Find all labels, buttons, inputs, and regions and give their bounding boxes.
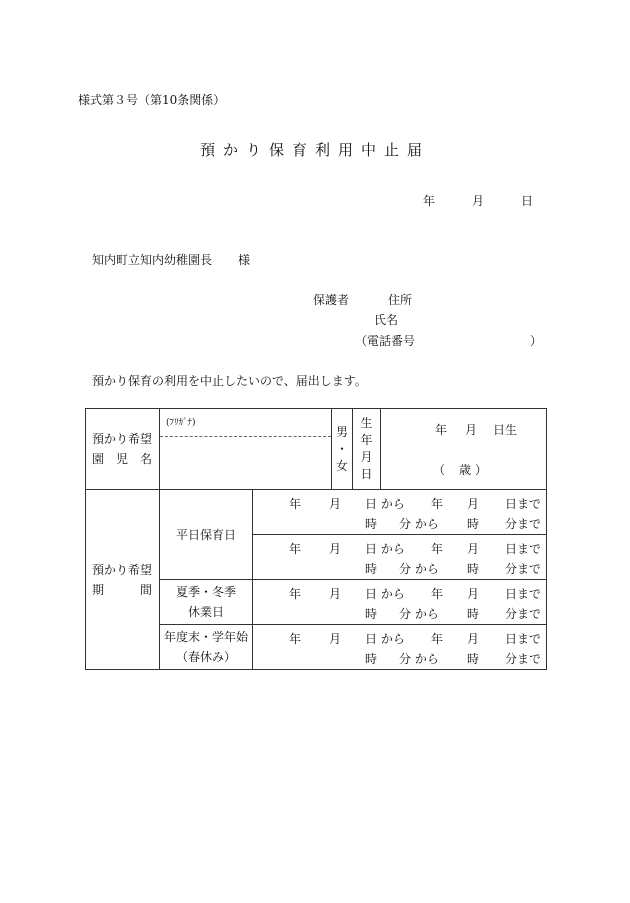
period-label-cell	[86, 490, 160, 670]
birth-year-label: 年	[435, 423, 448, 437]
period-to-day: 日まで	[505, 497, 542, 511]
category-yearend-line2: （春休み）	[175, 650, 236, 664]
birth-label-char: 年	[360, 433, 373, 447]
period-from-hour: 時	[365, 562, 378, 576]
category-yearend	[160, 625, 253, 670]
birth-label-char: 生	[360, 416, 373, 430]
period-from-year: 年	[289, 632, 302, 646]
period-from-year: 年	[289, 542, 302, 556]
period-label-line1: 預かり希望	[92, 562, 153, 577]
period-from-day: 日 から	[365, 497, 405, 511]
period-to-hour: 時	[467, 607, 480, 621]
period-from-month: 月	[329, 632, 342, 646]
guardian-phone-label: （電話番号	[355, 334, 416, 348]
period-from-year: 年	[289, 497, 302, 511]
period-to-minute: 分まで	[505, 517, 542, 531]
category-seasonal-line2: 休業日	[187, 605, 224, 619]
document-title: 預かり保育利用中止届	[199, 141, 430, 159]
period-from-year: 年	[289, 587, 302, 601]
addressee-honorific: 様	[238, 253, 251, 267]
period-field[interactable]	[253, 625, 547, 670]
birth-date-field[interactable]	[381, 409, 547, 490]
period-to-day: 日まで	[505, 632, 542, 646]
period-to-day: 日まで	[505, 587, 542, 601]
guardian-label: 保護者	[313, 293, 350, 307]
period-from-month: 月	[329, 587, 342, 601]
period-to-year: 年	[431, 587, 444, 601]
period-from-month: 月	[329, 542, 342, 556]
period-from-hour: 時	[365, 607, 378, 621]
period-from-minute: 分 から	[399, 652, 439, 666]
period-from-day: 日 から	[365, 542, 405, 556]
gender-male: 男	[335, 424, 348, 439]
period-to-minute: 分まで	[505, 562, 542, 576]
gender-field[interactable]	[332, 409, 353, 490]
category-seasonal-line1: 夏季・冬季	[175, 585, 236, 599]
furigana-divider	[160, 436, 331, 437]
furigana-label: (ﾌﾘｶﾞﾅ)	[166, 418, 196, 428]
period-field[interactable]	[253, 490, 547, 535]
period-to-month: 月	[467, 542, 480, 556]
gender-female: 女	[335, 458, 348, 473]
application-table	[85, 408, 547, 670]
period-from-day: 日 から	[365, 632, 405, 646]
category-weekday	[160, 490, 253, 580]
statement-text: 預かり保育の利用を中止したいので、届出します。	[92, 374, 367, 388]
child-name-field[interactable]	[160, 409, 332, 490]
period-from-hour: 時	[365, 652, 378, 666]
date-year-label: 年	[423, 194, 436, 208]
date-month-label: 月	[472, 194, 485, 208]
period-to-month: 月	[467, 497, 480, 511]
birth-month-label: 月	[465, 423, 478, 437]
birth-day-label: 日生	[493, 423, 518, 437]
period-field[interactable]	[253, 580, 547, 625]
period-to-hour: 時	[467, 652, 480, 666]
age-open-paren: （	[433, 463, 446, 477]
child-name-label-cell	[86, 409, 160, 490]
date-day-label: 日	[521, 194, 534, 208]
age-unit-label: 歳	[459, 463, 472, 477]
birth-label-char: 月	[360, 450, 373, 464]
period-label-line2: 期 間	[92, 582, 153, 597]
period-from-minute: 分 から	[399, 562, 439, 576]
category-yearend-line1: 年度末・学年始	[163, 630, 248, 644]
period-to-minute: 分まで	[505, 607, 542, 621]
guardian-phone-close: ）	[530, 334, 543, 348]
birth-label-char: 日	[360, 467, 373, 481]
period-to-year: 年	[431, 542, 444, 556]
period-from-month: 月	[329, 497, 342, 511]
period-to-month: 月	[467, 632, 480, 646]
child-row	[86, 409, 547, 490]
child-label-line2: 園 児 名	[92, 452, 153, 466]
period-to-year: 年	[431, 497, 444, 511]
period-to-year: 年	[431, 632, 444, 646]
age-close-paren: ）	[475, 463, 488, 477]
period-from-hour: 時	[365, 517, 378, 531]
period-field[interactable]	[253, 535, 547, 580]
form-number: 様式第３号（第10条関係）	[78, 93, 226, 107]
period-from-day: 日 から	[365, 587, 405, 601]
period-from-minute: 分 から	[399, 517, 439, 531]
period-from-minute: 分 から	[399, 607, 439, 621]
addressee-name: 知内町立知内幼稚園長	[92, 253, 213, 267]
category-weekday-label: 平日保育日	[175, 528, 236, 542]
period-row	[86, 490, 547, 535]
guardian-address-label: 住所	[388, 293, 413, 307]
child-label-line1: 預かり希望	[92, 432, 153, 446]
period-to-hour: 時	[467, 517, 480, 531]
period-to-hour: 時	[467, 562, 480, 576]
period-to-day: 日まで	[505, 542, 542, 556]
guardian-name-label: 氏名	[374, 313, 399, 327]
gender-separator: ・	[335, 441, 348, 456]
birth-label-cell	[353, 409, 381, 490]
period-to-month: 月	[467, 587, 480, 601]
period-to-minute: 分まで	[505, 652, 542, 666]
category-seasonal	[160, 580, 253, 625]
